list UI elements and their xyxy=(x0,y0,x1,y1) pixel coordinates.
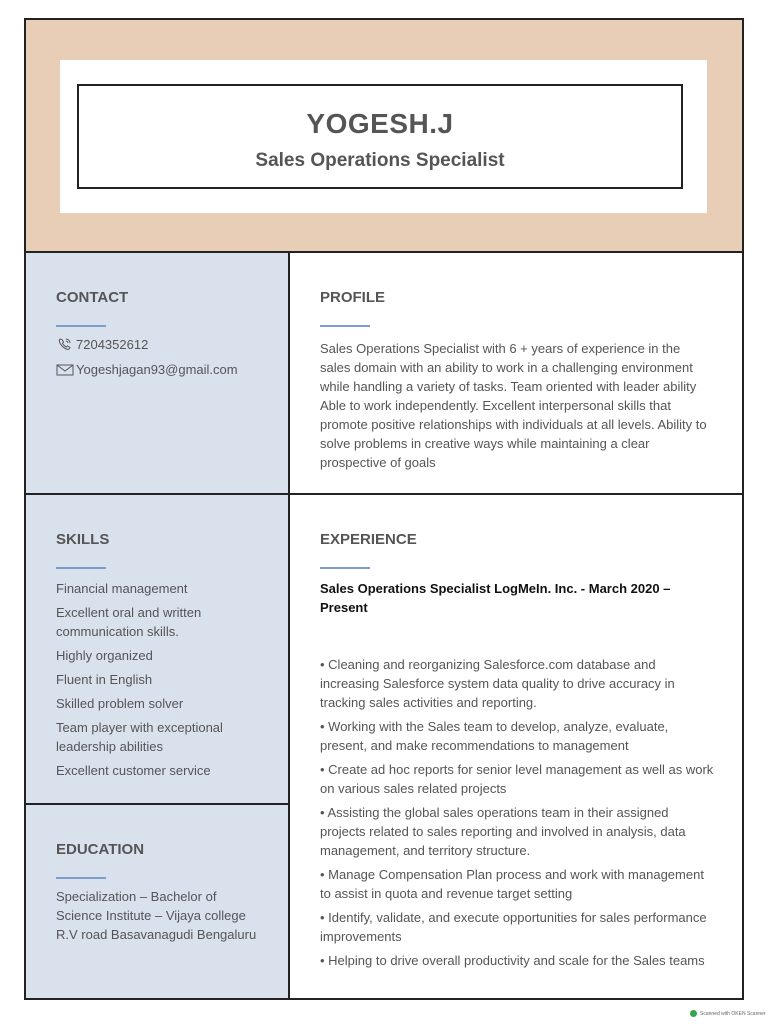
skill-item: Excellent oral and written communication skills. xyxy=(56,605,202,639)
candidate-role: Sales Operations Specialist xyxy=(255,150,505,171)
experience-title: EXPERIENCE xyxy=(320,531,417,548)
experience-bullet: • Helping to drive overall productivity and scale for the Sales teams xyxy=(320,953,705,968)
education-section xyxy=(26,805,288,998)
resume-page xyxy=(24,18,744,1000)
job-title: Sales Operations Specialist LogMeIn. Inc. - March 2020 – Present xyxy=(320,581,671,615)
experience-bullet: • Assisting the global sales operations team in their assigned projects related to sales reporting and involved in analysis, data management, and territory structure. xyxy=(320,805,686,858)
phone-line xyxy=(56,335,268,354)
skills-section xyxy=(26,495,288,805)
phone-number[interactable]: 7204352612 xyxy=(76,337,149,352)
header-inner-panel xyxy=(60,60,707,213)
skills-list xyxy=(56,579,258,785)
email-address[interactable]: Yogeshjagan93@gmail.com xyxy=(76,362,238,377)
skills-title: SKILLS xyxy=(56,531,110,548)
name-box xyxy=(77,84,683,189)
skills-rule xyxy=(56,567,106,569)
skill-item: Team player with exceptional leadership abilities xyxy=(56,720,223,754)
experience-rule xyxy=(320,567,370,569)
header-banner xyxy=(26,20,742,253)
phone-icon xyxy=(56,337,74,353)
candidate-name: YOGESH.J xyxy=(306,108,454,139)
experience-bullet: • Cleaning and reorganizing Salesforce.com database and increasing Salesforce system data quality to drive accuracy in tracking sales activities and reporting. xyxy=(320,657,675,710)
experience-section xyxy=(288,495,742,998)
email-line xyxy=(56,360,268,379)
scanner-logo-icon xyxy=(690,1010,697,1017)
experience-bullet: • Create ad hoc reports for senior level management as well as work on various sales related projects xyxy=(320,762,714,796)
contact-section xyxy=(26,253,288,495)
scanner-text: Scanned with OKEN Scanner xyxy=(700,1010,766,1017)
skill-item: Skilled problem solver xyxy=(56,696,184,711)
profile-title: PROFILE xyxy=(320,289,386,306)
skill-item: Highly organized xyxy=(56,648,153,663)
contact-body xyxy=(56,335,268,385)
envelope-icon xyxy=(56,363,74,377)
experience-bullet: • Working with the Sales team to develop, analyze, evaluate, present, and make recommendations to management xyxy=(320,719,669,753)
skill-item: Fluent in English xyxy=(56,672,153,687)
scanner-watermark xyxy=(690,1010,766,1017)
experience-bullet: • Manage Compensation Plan process and work with management to assist in quota and revenue target setting xyxy=(320,867,704,901)
skill-item: Excellent customer service xyxy=(56,763,211,778)
profile-text: Sales Operations Specialist with 6 + years of experience in the sales domain with an ability to work in a challenging environment while handling a variety of tasks. Team oriented with leader ability Able to work independently. Excellent interpersonal skills that promote positive relationships with individuals at all levels. Ability to solve problems in creative ways while maintaining a clear prospective of goals xyxy=(320,341,707,470)
education-title: EDUCATION xyxy=(56,841,145,858)
profile-rule xyxy=(320,325,370,327)
education-text: Specialization – Bachelor of Science Institute – Vijaya college R.V road Basavanagudi Bengaluru xyxy=(56,889,257,942)
skill-item: Financial management xyxy=(56,581,188,596)
profile-section xyxy=(288,253,742,495)
experience-bullet: • Identify, validate, and execute opportunities for sales performance improvements xyxy=(320,910,707,944)
contact-title: CONTACT xyxy=(56,289,129,306)
education-rule xyxy=(56,877,106,879)
contact-rule xyxy=(56,325,106,327)
experience-body xyxy=(320,579,714,975)
